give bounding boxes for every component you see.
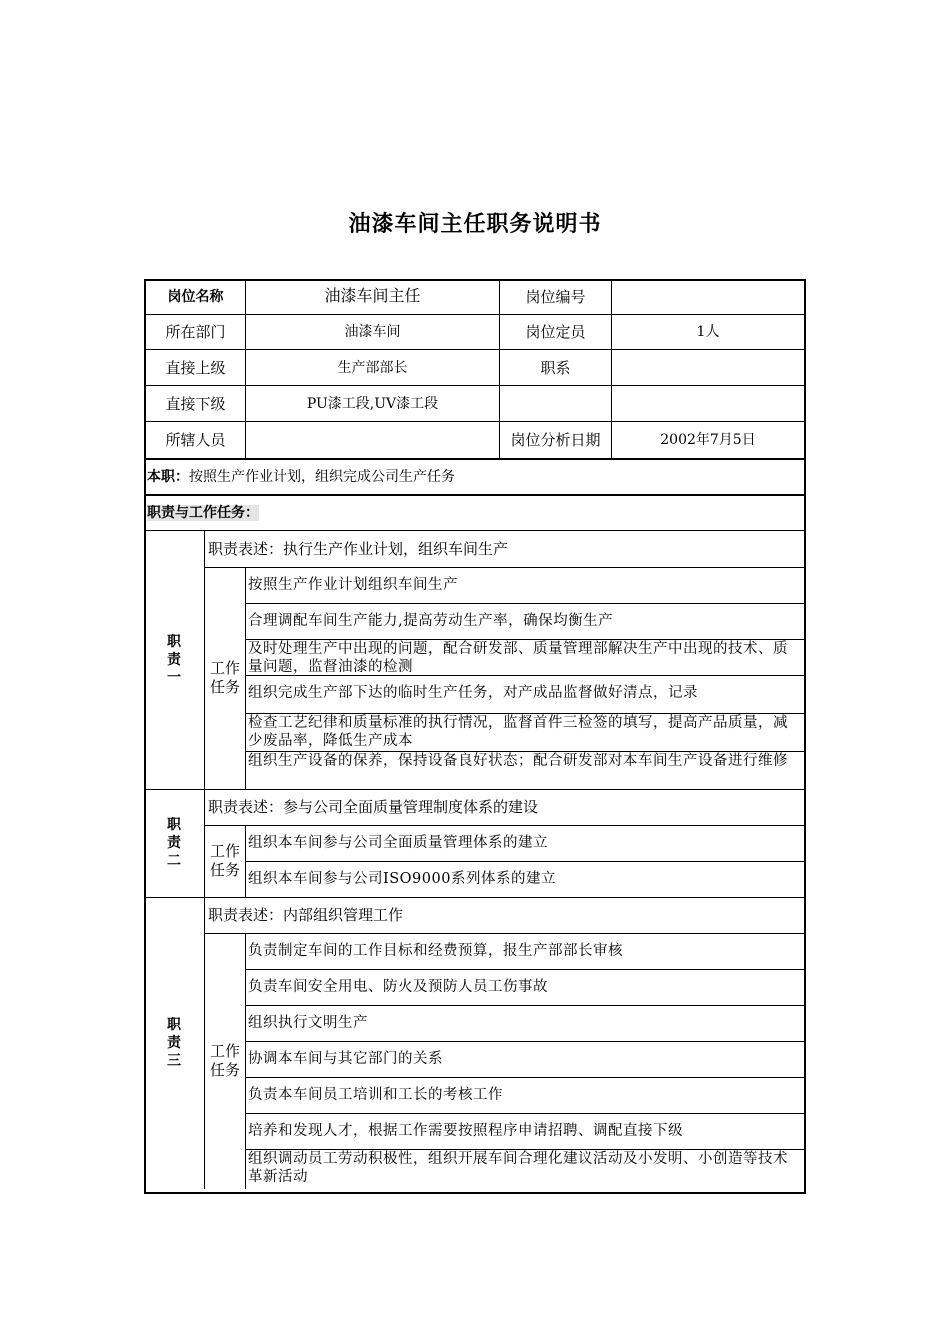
value-direct-superior: 生产部部长 xyxy=(337,360,408,376)
task-item: 协调本车间与其它部门的关系 xyxy=(248,1051,443,1067)
task-item: 组织生产设备的保养，保持设备良好状态；配合研发部对本车间生产设备进行维修 xyxy=(248,753,788,769)
duty-name xyxy=(144,1016,204,1070)
grid-line xyxy=(245,1113,806,1114)
value-department: 油漆车间 xyxy=(344,324,401,340)
label-staff: 所辖人员 xyxy=(165,431,226,449)
main-duty-text: 按照生产作业计划，组织完成公司生产任务 xyxy=(189,469,455,485)
grid-line xyxy=(245,1041,806,1042)
task-item: 培养和发现人才，根据工作需要按照程序申请招聘、调配直接下级 xyxy=(248,1123,683,1139)
work-tasks-label xyxy=(205,659,245,697)
border-bottom xyxy=(144,1192,806,1194)
grid-line xyxy=(245,675,806,676)
task-item: 组织调动员工劳动积极性，组织开展车间合理化建议活动及小发明、小创造等技术革新活动 xyxy=(248,1151,788,1185)
grid-line xyxy=(245,1005,806,1006)
duty-description: 职责表述：执行生产作业计划，组织车间生产 xyxy=(208,540,509,558)
label-position-name: 岗位名称 xyxy=(167,289,224,305)
job-description-table xyxy=(144,279,806,1194)
grid-line xyxy=(144,530,806,531)
work-tasks-label xyxy=(205,842,245,880)
task-item: 及时处理生产中出现的问题，配合研发部、质量管理部解决生产中出现的技术、质量问题，监督油漆的检测 xyxy=(248,641,788,675)
grid-line xyxy=(144,349,806,350)
border-top xyxy=(144,279,806,281)
value-analysis-date: 2002年7月5日 xyxy=(660,432,756,448)
grid-line xyxy=(245,825,246,897)
duty-name xyxy=(144,816,204,870)
duty-name xyxy=(144,633,204,687)
main-duty-row xyxy=(147,468,797,486)
label-direct-superior: 直接上级 xyxy=(165,359,226,377)
duties-heading xyxy=(147,504,259,522)
work-tasks-label-char: 工作 xyxy=(209,659,240,677)
duty-name-char: 一 xyxy=(167,670,181,686)
duty-name-char: 职 xyxy=(167,817,181,833)
grid-line xyxy=(144,494,806,496)
grid-line xyxy=(144,421,806,422)
duty-description: 职责表述：内部组织管理工作 xyxy=(208,906,404,924)
task-item: 组织本车间参与公司全面质量管理体系的建立 xyxy=(248,835,548,851)
task-item: 检查工艺纪律和质量标准的执行情况，监督首件三检签的填写，提高产品质量，减少废品率，降低生产成本 xyxy=(248,715,788,749)
label-department: 所在部门 xyxy=(165,323,226,341)
task-item: 负责车间安全用电、防火及预防人员工伤事故 xyxy=(248,979,548,995)
page-title: 油漆车间主任职务说明书 xyxy=(348,212,602,237)
work-tasks-label-char: 任务 xyxy=(209,1061,240,1079)
duty-description: 职责表述：参与公司全面质量管理制度体系的建设 xyxy=(208,798,539,816)
duty-name-char: 职 xyxy=(167,634,181,650)
grid-line xyxy=(204,567,806,568)
work-tasks-label-char: 工作 xyxy=(209,1042,240,1060)
work-tasks-label-char: 任务 xyxy=(209,861,240,879)
duty-name-char: 职 xyxy=(167,1017,181,1033)
duty-name-char: 二 xyxy=(167,853,181,869)
label-headcount: 岗位定员 xyxy=(525,323,586,341)
task-item: 组织完成生产部下达的临时生产任务，对产成品监督做好清点，记录 xyxy=(248,685,698,701)
label-job-family: 职系 xyxy=(540,359,571,377)
label-analysis-date: 岗位分析日期 xyxy=(510,431,601,449)
value-headcount: 1人 xyxy=(696,324,720,340)
grid-line xyxy=(144,897,806,898)
grid-line xyxy=(144,385,806,386)
grid-line xyxy=(245,933,246,1189)
grid-line xyxy=(245,969,806,970)
grid-line xyxy=(245,603,806,604)
duty-name-char: 三 xyxy=(167,1053,181,1069)
task-item: 负责本车间员工培训和工长的考核工作 xyxy=(248,1087,503,1103)
value-direct-subordinate: PU漆工段,UV漆工段 xyxy=(306,396,439,412)
grid-line xyxy=(245,567,246,789)
work-tasks-label-char: 任务 xyxy=(209,678,240,696)
task-item: 组织本车间参与公司ISO9000系列体系的建立 xyxy=(248,871,556,887)
work-tasks-label xyxy=(205,1042,245,1080)
border-right xyxy=(804,279,806,1194)
grid-line xyxy=(144,314,806,315)
duties-heading-text: 职责与工作任务： xyxy=(147,505,259,521)
value-position-name: 油漆车间主任 xyxy=(324,286,421,305)
task-item: 按照生产作业计划组织车间生产 xyxy=(248,577,458,593)
label-direct-subordinate: 直接下级 xyxy=(165,395,226,413)
grid-line xyxy=(144,458,806,460)
duty-name-char: 责 xyxy=(167,835,181,851)
work-tasks-label-char: 工作 xyxy=(209,842,240,860)
label-position-code: 岗位编号 xyxy=(525,288,586,306)
grid-line xyxy=(245,861,806,862)
task-item: 负责制定车间的工作目标和经费预算，报生产部部长审核 xyxy=(248,943,623,959)
grid-line xyxy=(204,825,806,826)
duty-name-char: 责 xyxy=(167,652,181,668)
duty-name-char: 责 xyxy=(167,1035,181,1051)
grid-line xyxy=(144,789,806,790)
grid-line xyxy=(204,933,806,934)
task-item: 组织执行文明生产 xyxy=(248,1015,368,1031)
grid-line xyxy=(245,1077,806,1078)
task-item: 合理调配车间生产能力,提高劳动生产率，确保均衡生产 xyxy=(248,613,614,629)
main-duty-label: 本职： xyxy=(147,469,189,485)
